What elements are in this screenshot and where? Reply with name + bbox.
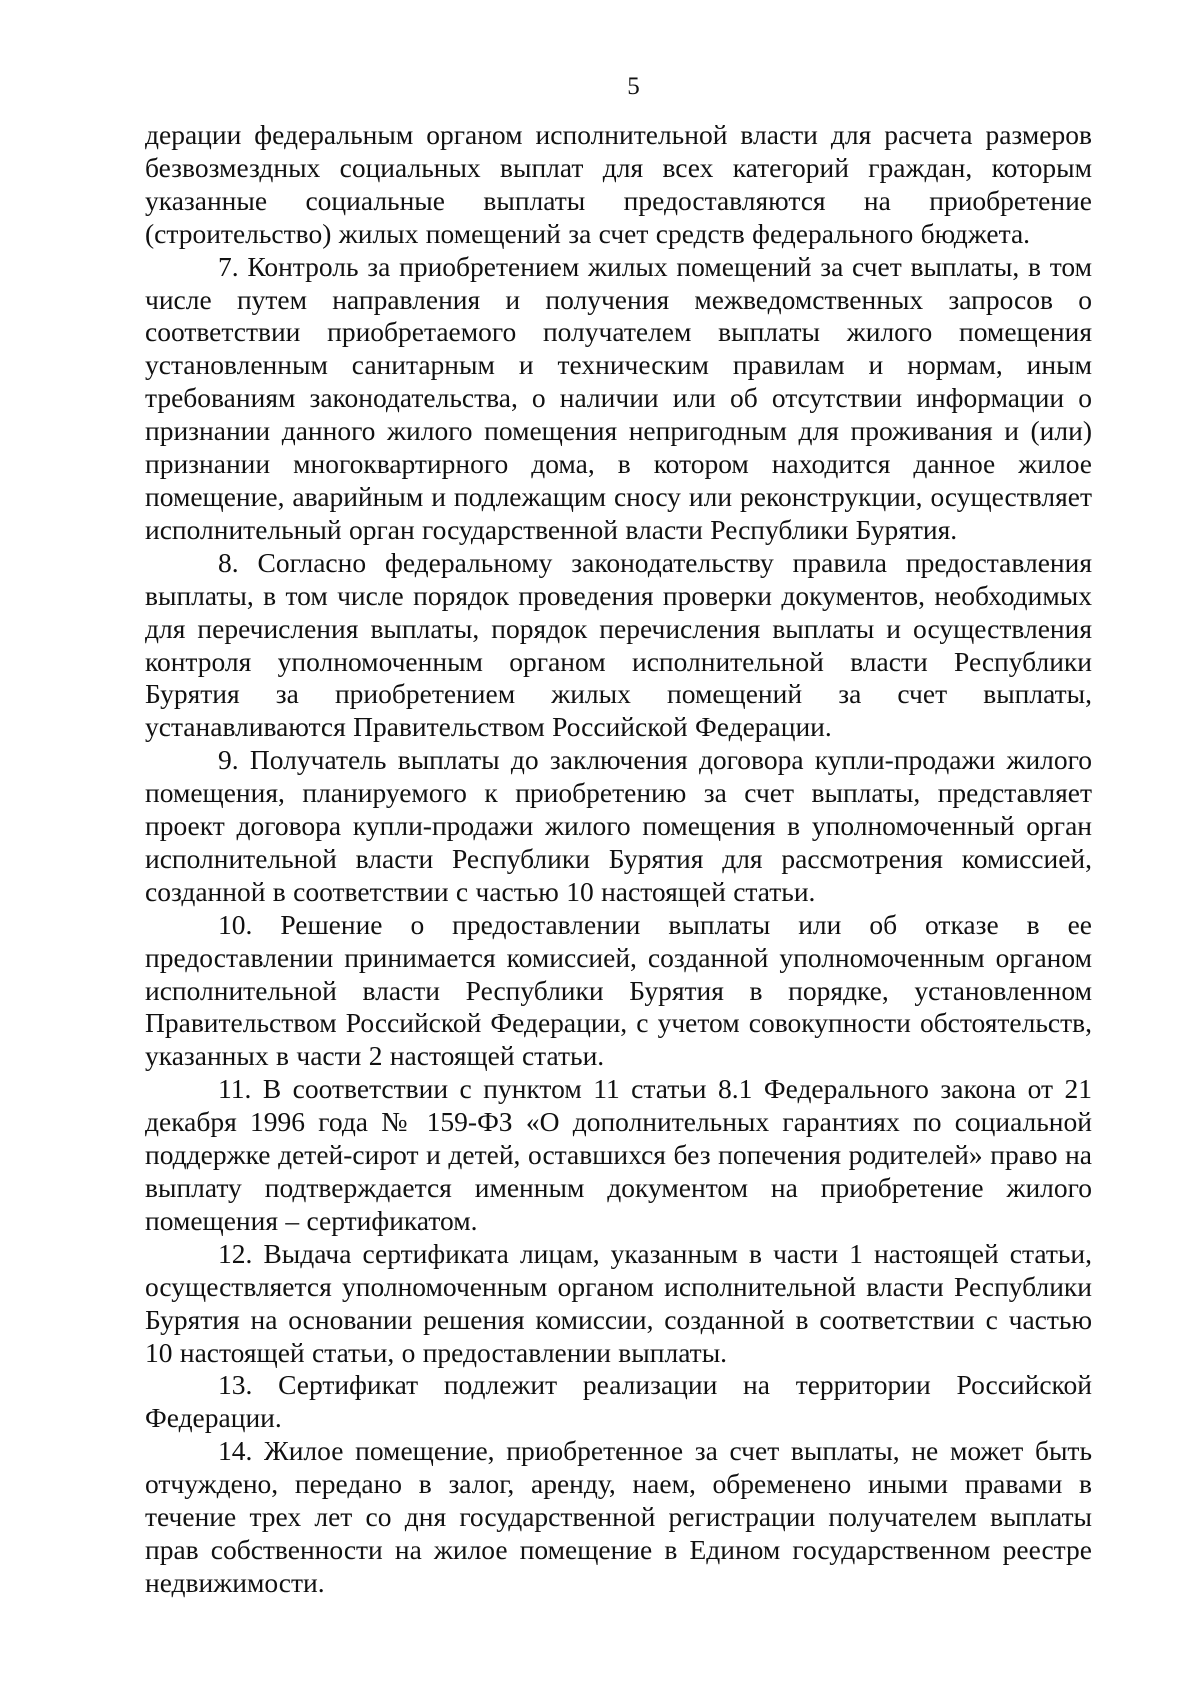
- paragraph-10: 10. Решение о предоставлении выплаты или об отказе в ее предоставлении принимается комиссией, созданной уполномоченным органом исполнительной власти Республики Бурятия в порядке, установленном Правительством Российской Федерации, с учетом совокупности обстоятельств, указанных в части 2 настоящей статьи.: [145, 908, 1092, 1072]
- page-number: 5: [627, 73, 640, 100]
- paragraph-11: 11. В соответствии с пунктом 11 статьи 8.1 Федерального закона от 21 декабря 1996 года № 159-ФЗ «О дополнительных гарантиях по социальной поддержке детей-сирот и детей, оставшихся без попечения родителей» право на выплату подтверждается именным документом на приобретение жилого помещения – сертификатом.: [145, 1073, 1092, 1236]
- paragraph-7: 7. Контроль за приобретением жилых помещений за счет выплаты, в том числе путем направления и получения межведомственных запросов о соответствии приобретаемого получателем выплаты жилого помещения установленным санитарным и техническим правилам и нормам, иным требованиям законодательства, о наличии или об отсутствии информации о признании данного жилого помещения непригодным для проживания и (или) признании многоквартирного дома, в котором находится данное жилое помещение, аварийным и подлежащим сносу или реконструкции, осуществляет исполнительный орган государственной власти Республики Бурятия.: [145, 250, 1092, 545]
- paragraph-12: 12. Выдача сертификата лицам, указанным в части 1 настоящей статьи, осуществляется уполномоченным органом исполнительной власти Республики Бурятия на основании решения комиссии, созданной в соответствии с частью 10 настоящей статьи, о предоставлении выплаты.: [145, 1237, 1092, 1368]
- paragraph-9: 9. Получатель выплаты до заключения договора купли-продажи жилого помещения, планируемого к приобретению за счет выплаты, представляет проект договора купли-продажи жилого помещения в уполномоченный орган исполнительной власти Республики Бурятия для рассмотрения комиссией, созданной в соответствии с частью 10 настоящей статьи.: [145, 744, 1092, 907]
- paragraph-8: 8. Согласно федеральному законодательству правила предоставления выплаты, в том числе порядок проведения проверки документов, необходимых для перечисления выплаты, порядок перечисления выплаты и осуществления контроля уполномоченным органом исполнительной власти Республики Бурятия за приобретением жилых помещений за счет выплаты, устанавливаются Правительством Российской Федерации.: [145, 546, 1092, 743]
- document-body: [145, 119, 1092, 1600]
- paragraph-14: 14. Жилое помещение, приобретенное за счет выплаты, не может быть отчуждено, передано в залог, аренду, наем, обременено иными правами в течение трех лет со дня государственной регистрации получателем выплаты прав собственности на жилое помещение в Едином государственном реестре недвижимости.: [145, 1435, 1092, 1598]
- paragraph-13: 13. Сертификат подлежит реализации на территории Российской Федерации.: [145, 1369, 1092, 1434]
- paragraph-continuation: дерации федеральным органом исполнительной власти для расчета размеров безвозмездных социальных выплат для всех категорий граждан, которым указанные социальные выплаты предоставляются на приобретение (строительство) жилых помещений за счет средств федерального бюджета.: [145, 119, 1092, 249]
